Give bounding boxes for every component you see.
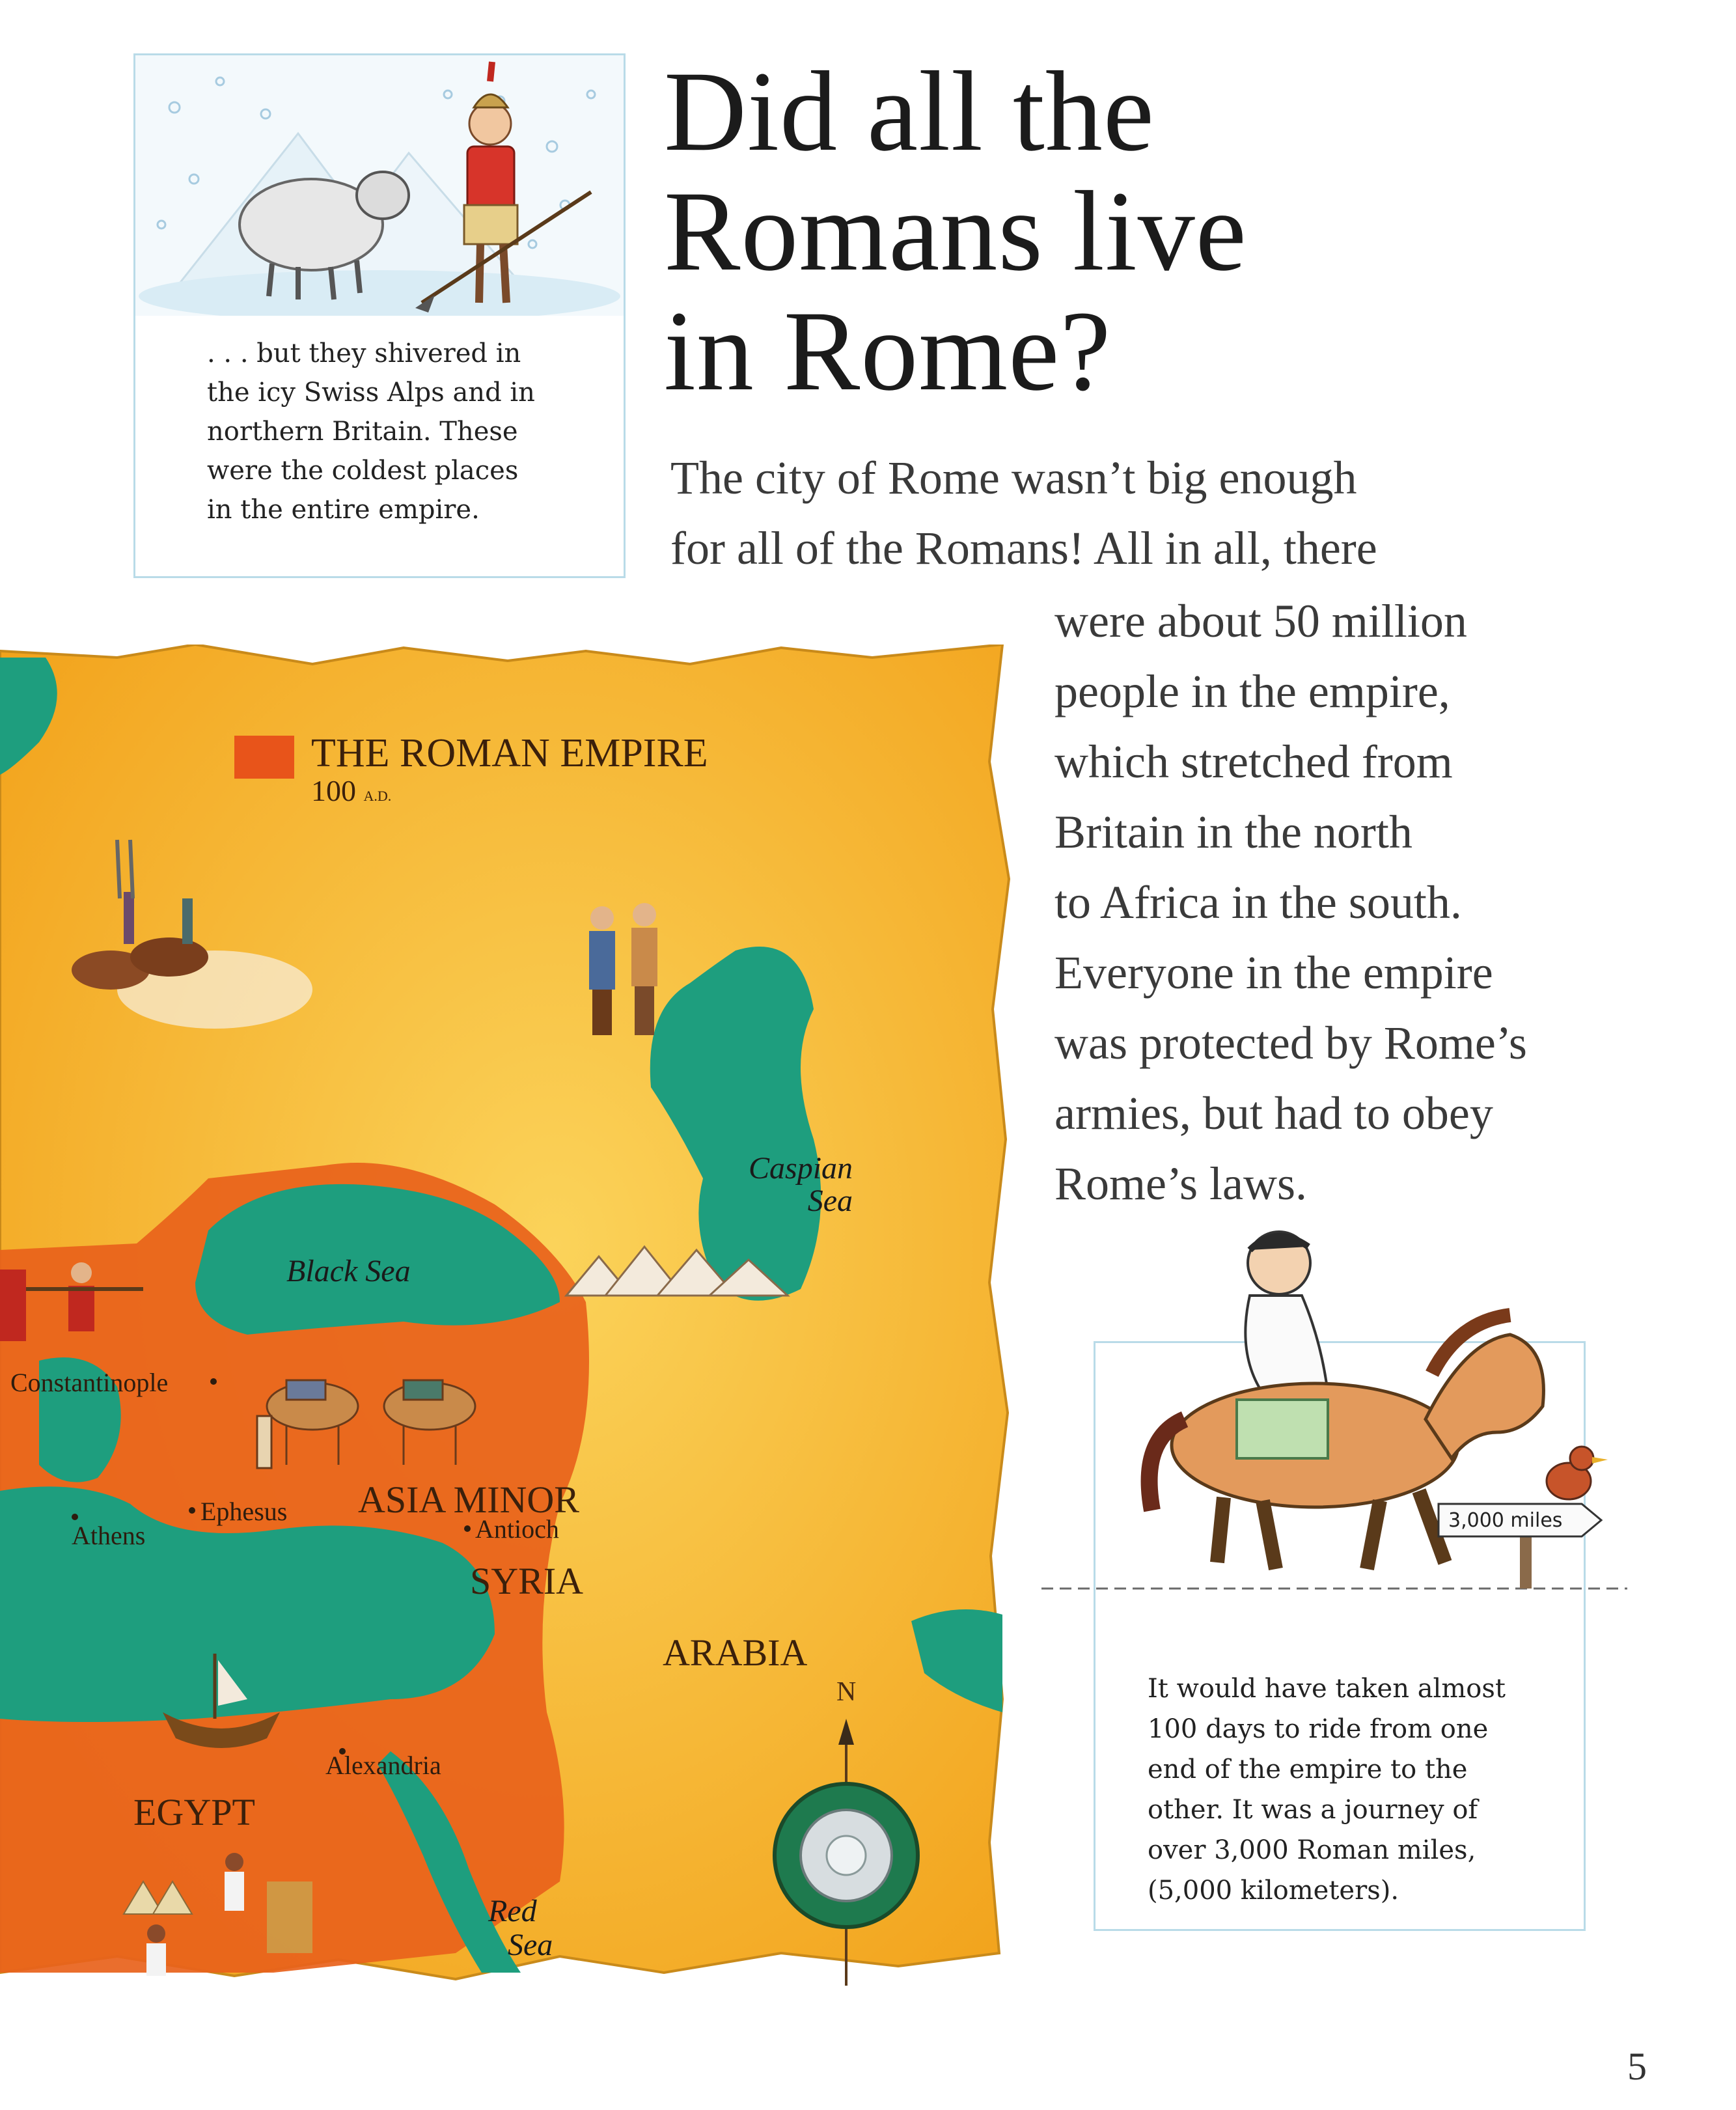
label-syria: SYRIA [470,1560,584,1602]
intro-line: was protected by Rome’s [1054,1017,1527,1069]
legend-swatch [234,736,294,779]
label-athens: Athens [72,1521,146,1550]
mileage-sign-text: 3,000 miles [1448,1509,1563,1532]
intro-line: people in the empire, [1054,665,1450,717]
caspian-line: Caspian [749,1151,853,1186]
title-line: in Rome? [664,288,1112,415]
top-caption [207,334,598,529]
label-egypt: EGYPT [133,1791,255,1833]
caption-line: other. It was a journey of [1148,1795,1478,1825]
caption-line: were the coldest places [207,456,519,486]
title-line: Romans live [664,168,1247,295]
label-red-sea [488,1895,553,1962]
label-antioch: Antioch [475,1514,559,1544]
intro-paragraph-side [1054,586,1640,1219]
label-arabia: ARABIA [663,1631,808,1674]
label-constantinople: Constantinople [10,1368,169,1397]
legend-era: A.D. [363,788,392,804]
bottom-caption [1148,1669,1571,1911]
label-alexandria: Alexandria [325,1751,441,1780]
legend-year: 100 [311,774,356,807]
intro-line: armies, but had to obey [1054,1087,1493,1139]
legend-date [311,773,391,808]
intro-line: which stretched from [1054,736,1453,788]
label-asia-minor: ASIA MINOR [358,1478,579,1521]
intro-paragraph-top [670,443,1582,583]
caption-line: northern Britain. These [207,417,518,447]
horse-rider-illustration [1041,1224,1627,1654]
title-line: Did all the [664,48,1155,175]
roman-empire-map [0,645,1015,2031]
caption-line: the icy Swiss Alps and in [207,378,535,408]
intro-line: Everyone in the empire [1054,947,1493,999]
caption-line: in the entire empire. [207,495,480,525]
caption-line: It would have taken almost [1148,1674,1506,1704]
compass-north-label: N [836,1677,857,1707]
intro-line: to Africa in the south. [1054,876,1462,928]
caspian-line: Sea [807,1184,853,1218]
page-title [664,48,1412,415]
label-ephesus: Ephesus [200,1497,288,1526]
red-sea-line: Red [488,1894,537,1928]
caption-line: . . . but they shivered in [207,339,521,368]
label-caspian-sea [749,1152,853,1217]
legend-title: THE ROMAN EMPIRE [311,731,708,775]
label-black-sea: Black Sea [286,1254,411,1288]
intro-line: Rome’s laws. [1054,1158,1307,1210]
caption-line: 100 days to ride from one [1148,1714,1489,1744]
red-sea-line: Sea [508,1928,553,1962]
intro-line: were about 50 million [1054,595,1467,647]
top-caption-box [133,53,626,578]
caption-line: end of the empire to the [1148,1755,1468,1784]
caption-line: (5,000 kilometers). [1148,1876,1399,1906]
page-number: 5 [1627,2045,1647,2088]
intro-line: for all of the Romans! All in all, there [670,522,1377,574]
alps-illustration [135,55,624,316]
caption-line: over 3,000 Roman miles, [1148,1835,1476,1865]
intro-line: The city of Rome wasn’t big enough [670,452,1357,504]
intro-line: Britain in the north [1054,806,1412,858]
